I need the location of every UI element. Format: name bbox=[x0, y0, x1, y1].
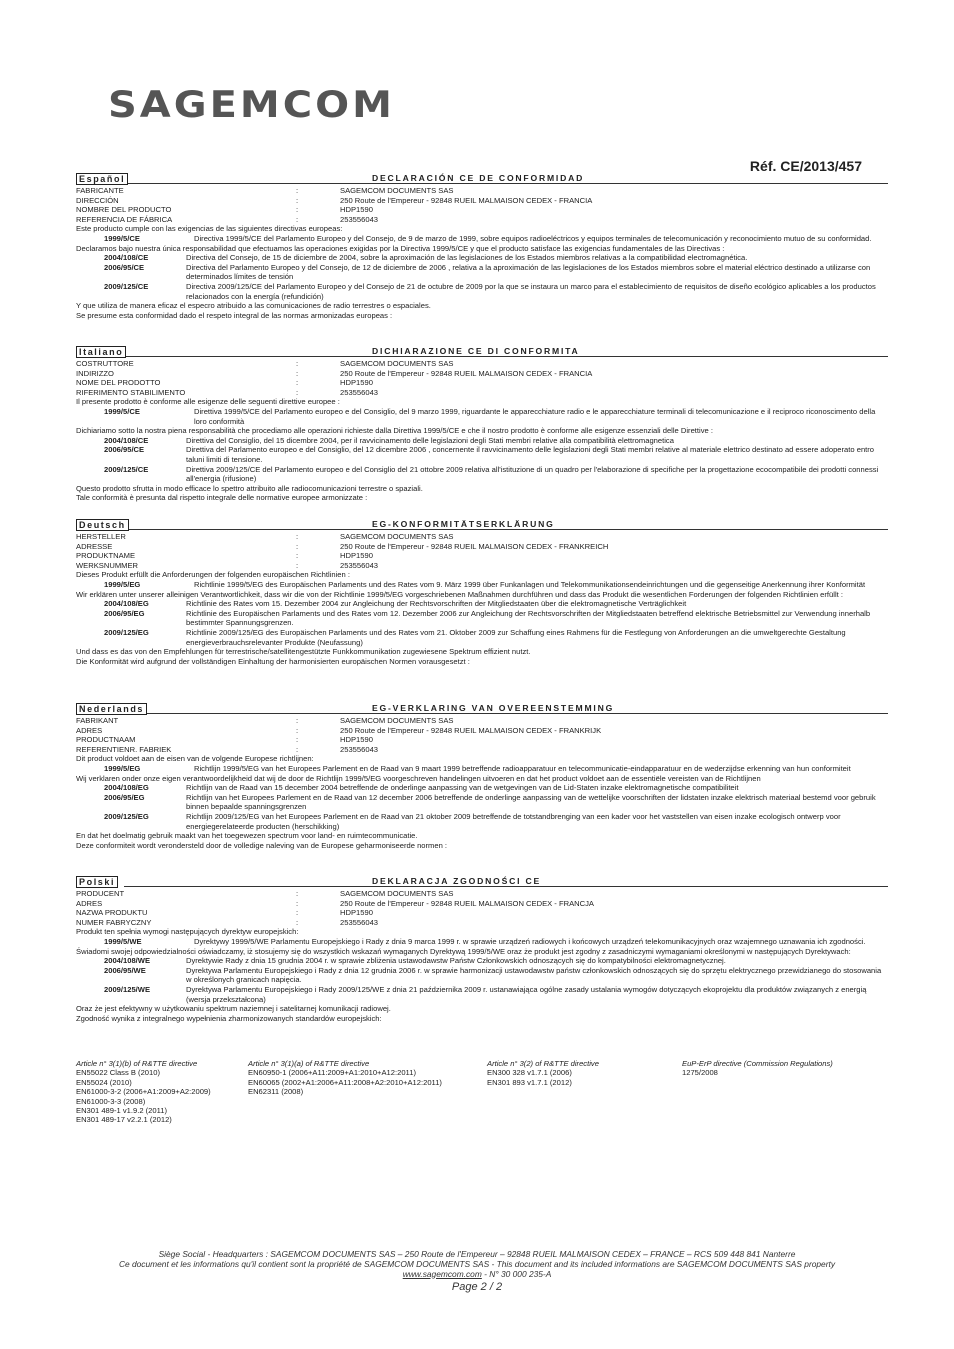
standards-column: Article n° 3(2) of R&TTE directive EN300 328 v1.7.1 (2006) EN301 893 v1.7.1 (2012) bbox=[487, 1059, 599, 1087]
directive-row: 2006/95/EG Richtlinie des Europäischen Parlaments und des Rates vom 12. Dezember 2006 zur Angleichung der Rechtsvorschriften der Mitgliedstaaten betreffend elektrische Betriebsmittel zur Verwendung innerhalb bestimmter Spannungsgrenzen. bbox=[104, 608, 871, 628]
section-title: DICHIARAZIONE CE DI CONFORMITA bbox=[372, 346, 580, 356]
footer bbox=[0, 1250, 954, 1294]
standards-column: Article n° 3(1)(b) of R&TTE directive EN55022 Class B (2010) EN55024 (2010) EN61000-3-2 (2006+A1:2009+A2:2009) EN61000-3-3 (2008) EN301 489-1 v1.9.2 (2011) EN301 489-17 v2.2.1 (2012) bbox=[76, 1059, 211, 1125]
document-reference: Réf. CE/2013/457 bbox=[749, 158, 862, 174]
directive-row: 2009/125/CE Directiva 2009/125/CE del Parlamento Europeo y del Consejo de 21 de octubre de 2009 por la que se instaura un marco para el establecimiento de requisitos de diseño ecológico aplicables a los productos relacionados con la energía (refundición) bbox=[104, 281, 876, 301]
directive-row: 2006/95/CE Directiva del Parlamento Europeo y del Consejo, de 12 de diciembre de 2006 , relativa a la aproximación de las legislaciones de los Estados miembros sobre el material eléctrico destinado a utilizarse con determinados límites de tensión bbox=[104, 262, 871, 282]
directive-row: 2009/125/EG Richtlijn 2009/125/EG van het Europees Parlement en de Raad van 21 oktober 2009 betreffende de totstandbrenging van een kader voor het vaststellen van eisen inzake ecologisch ontwerp voor energiegerelateerde producten (herschikking) bbox=[104, 811, 841, 831]
directive-row: 2009/125/CE Direttiva 2009/125/CE del Parlamento europeo e del Consiglio del 21 ottobre 2009 relativa all'istituzione di un quadro per l'elaborazione di specifiche per la progettazione ecocompatibile dei prodotti connessi all'energia (rifusione) bbox=[104, 464, 879, 484]
field-row: DIRECCIÓN : 250 Route de l'Empereur - 92848 RUEIL MALMAISON CEDEX - FRANCIA bbox=[76, 195, 593, 205]
standards-column: Article n° 3(1)(a) of R&TTE directive EN60950-1 (2006+A11:2009+A1:2010+A12:2011) EN60065 (2002+A1:2006+A11:2008+A2:2010+A12:2011) EN62311 (2008) bbox=[248, 1059, 442, 1097]
field-row: ADRES : 250 Route de l'Empereur - 92848 RUEIL MALMAISON CEDEX - FRANKRIJK bbox=[76, 725, 602, 735]
section-italiano bbox=[76, 346, 888, 503]
field-row: NUMER FABRYCZNY : 253556043 bbox=[76, 917, 379, 927]
directive-row: 2006/95/EG Richtlijn van het Europees Parlement en de Raad van 12 december 2006 betreffende de onderlinge aanpassing van de wettelijke voorschriften der lidstaten inzake elektrisch materiaal bestemd voor gebruik binnen bepaalde spanningsgrenzen bbox=[104, 792, 876, 812]
divider bbox=[124, 356, 888, 357]
intro-text: Wir erklären unter unserer alleinigen Verantwortlichkeit, dass wir die von der Richtlinie 1999/5/EG vorgeschriebenen Maßnahmen durchführen und dass das Produkt die wesentlichen Forderungen der folgenden Richtlinien erfüllt : bbox=[76, 589, 843, 599]
field-row: FABRIKANT : SAGEMCOM DOCUMENTS SAS bbox=[76, 716, 454, 725]
field-row: NOME DEL PRODOTTO : HDP1590 bbox=[76, 378, 373, 388]
directive-row: 2004/108/WE Dyrektywie Rady z dnia 15 grudnia 2004 r. w sprawie zbliżenia ustawodawstw Państw Członkowskich odnoszących się do kompatybilności elektromagnetycznej. bbox=[104, 956, 726, 966]
intro-text: Declaramos bajo nuestra única responsabilidad que efectuamos las operaciones exigidas por la Directiva 1999/5/CE y que el producto satisface las exigencias fundamentales de las Directivas : bbox=[76, 243, 725, 253]
directive-row: 2009/125/WE Dyrektywa Parlamentu Europejskiego i Rady 2009/125/WE z dnia 21 października 2009 r. ustanawiająca ogólne zasady ustalania wymogów dotyczących ekoprojektu dla produktów związanych z energią (wersja przekształcona) bbox=[104, 984, 867, 1004]
closing-text: Y que utiliza de manera eficaz el especro atribuido a las comunicaciones de radio terrestres o espaciales. bbox=[76, 301, 431, 311]
field-row: WERKSNUMMER : 253556043 bbox=[76, 560, 379, 570]
language-label: Deutsch bbox=[76, 519, 129, 531]
language-label: Español bbox=[76, 173, 128, 185]
footer-property-notice: Ce document et les informations qu'il contient sont la propriété de SAGEMCOM DOCUMENTS SAS - This document and its included informations are SAGEMCOM DOCUMENTS SAS property bbox=[118, 1258, 836, 1269]
directive-row: 2006/95/CE Direttiva del Parlamento europeo e del Consiglio, del 12 dicembre 2006 , concernente il ravvicinamento delle legislazioni degli Stati membri relative al materiale elettrico destinato ad essere adoperato entro taluni limiti di tensione. bbox=[104, 445, 875, 464]
field-row: NAZWA PRODUKTU : HDP1590 bbox=[76, 908, 373, 918]
field-row: HERSTELLER : SAGEMCOM DOCUMENTS SAS bbox=[76, 532, 454, 541]
directive-row: 1999/5/CE Directiva 1999/5/CE del Parlamento Europeo y del Consejo, de 9 de marzo de 1999, sobre equipos radioeléctricos y equipos terminales de telecomunicación y reconocimiento mutuo de su conformidad. bbox=[104, 233, 872, 243]
directive-row: 2004/108/CE Direttiva del Consiglio, del 15 dicembre 2004, per il ravvicinamento delle legislazioni degli Stati membri relative alla compatibilità elettromagnetica bbox=[104, 435, 674, 445]
section-espanol bbox=[76, 173, 888, 320]
divider bbox=[124, 713, 888, 714]
closing-text: Die Konformität wird aufgrund der vollständigen Einhaltung der harmonisierten europäischen Normen vorausgesetzt : bbox=[76, 656, 470, 666]
footer-headquarters: Siège Social - Headquarters : SAGEMCOM DOCUMENTS SAS – 250 Route de l'Empereur – 92848 RUEIL MALMAISON CEDEX – FRANCE – RCS 509 448 841 Nanterre bbox=[158, 1249, 796, 1259]
section-title: EG-VERKLARING VAN OVEREENSTEMMING bbox=[372, 703, 615, 713]
language-label: Nederlands bbox=[76, 703, 147, 715]
field-row: NOMBRE DEL PRODUCTO : HDP1590 bbox=[76, 205, 373, 215]
section-polski bbox=[76, 876, 888, 1023]
directive-row: 2006/95/WE Dyrektywa Parlamentu Europejskiego i Rady z dnia 12 grudnia 2006 r. w sprawie harmonizacji ustawodawstw państw członkowskich odnoszących się do sprzętu elektrycznego przewidzianego do stosowania w określonych granicach napięcia. bbox=[104, 965, 882, 985]
field-row: INDIRIZZO : 250 Route de l'Empereur - 92848 RUEIL MALMAISON CEDEX - FRANCIA bbox=[76, 368, 593, 378]
website-link[interactable]: www.sagemcom.com bbox=[402, 1268, 482, 1279]
section-nederlands bbox=[76, 703, 888, 850]
directive-row: 1999/5/WE Dyrektywy 1999/5/WE Parlamentu Europejskiego i Rady z dnia 9 marca 1999 r. w sprawie urządzeń radiowych i końcowych urządzeń telekomunikacyjnych oraz wzajemnego uznawania ich zgodności. bbox=[104, 936, 866, 946]
intro-text: Dichiariamo sotto la nostra piena responsabilità che procediamo alle operazioni richieste dalla Direttiva 1999/5/CE e che il nostro prodotto è conforme alle esigenze essenziali delle Direttive : bbox=[76, 426, 713, 436]
sagemcom-logo: SAGEMCOM bbox=[108, 84, 395, 127]
closing-text: Oraz że jest efektywny w użytkowaniu spektrum naziemnej i satelitarnej komunikacji radiowej. bbox=[76, 1004, 391, 1014]
directive-row: 1999/5/EG Richtlinie 1999/5/EG des Europäischen Parlaments und des Rates vom 9. März 1999 über Funkanlagen und Telekommunikationsendeinrichtungen und die gegenseitige Anerkennung ihrer Konformität bbox=[104, 579, 866, 589]
closing-text: Tale conformità è presunta dal rispetto integrale delle normative europee armonizzate : bbox=[76, 493, 368, 503]
directive-row: 1999/5/CE Direttiva 1999/5/CE del Parlamento europeo e del Consiglio, del 9 marzo 1999, riguardante le apparecchiature radio e le apparecchiature terminali di telecomunicazione e il reciproco riconoscimento della loro conformità bbox=[104, 406, 876, 426]
field-row: REFERENTIENR. FABRIEK : 253556043 bbox=[76, 744, 379, 754]
closing-text: Se presume esta conformidad dado el respeto integral de las normas armonizadas europeas : bbox=[76, 310, 393, 320]
field-row: RIFERIMENTO STABILIMENTO : 253556043 bbox=[76, 387, 379, 397]
language-label: Italiano bbox=[76, 346, 126, 358]
intro-text: Este producto cumple con las exigencias de las siguientes directivas europeas: bbox=[76, 224, 343, 234]
footer-contact: www.sagemcom.com - N° 30 000 235-A bbox=[402, 1268, 552, 1279]
field-row: PRODUCTNAAM : HDP1590 bbox=[76, 735, 373, 745]
divider bbox=[124, 886, 888, 887]
intro-text: Dieses Produkt erfüllt die Anforderungen der folgenden europäischen Richtlinien : bbox=[76, 570, 350, 580]
field-row: PRODUKTNAME : HDP1590 bbox=[76, 551, 373, 561]
standards-column: EuP-ErP directive (Commission Regulations) 1275/2008 bbox=[682, 1059, 833, 1078]
page-number: Page 2 / 2 bbox=[451, 1281, 503, 1294]
intro-text: Produkt ten spełnia wymogi następujących dyrektyw europejskich: bbox=[76, 927, 299, 937]
harmonized-standards bbox=[76, 1059, 888, 1125]
closing-text: Zgodność wynika z integralnego wypełnienia zharmonizowanych standardów europejskich: bbox=[76, 1013, 382, 1023]
directive-row: 2004/108/EG Richtlijn van de Raad van 15 december 2004 betreffende de onderlinge aanpassing van de wetgevingen van de Lid-Staten inzake elektromagnetische compatibiliteit bbox=[104, 783, 739, 793]
field-row: FABRICANTE : SAGEMCOM DOCUMENTS SAS bbox=[76, 186, 454, 195]
section-title: DEKLARACJA ZGODNOŚCI CE bbox=[372, 876, 542, 886]
directive-row: 2004/108/CE Directiva del Consejo, de 15 de diciembre de 2004, sobre la aproximación de las legislaciones de los Estados miembros relativas a la compatibilidad electromagnética. bbox=[104, 253, 748, 263]
section-title: DECLARACIÓN CE DE CONFORMIDAD bbox=[372, 173, 585, 183]
intro-text: Dit product voldoet aan de eisen van de volgende Europese richtlijnen: bbox=[76, 754, 314, 764]
intro-text: Il presente prodotto è conforme alle esigenze delle seguenti direttive europee : bbox=[76, 397, 340, 407]
closing-text: En dat het doelmatig gebruik maakt van het toegewezen spectrum voor land- en ruimtecommunicatie. bbox=[76, 831, 418, 841]
field-row: PRODUCENT : SAGEMCOM DOCUMENTS SAS bbox=[76, 889, 454, 898]
divider bbox=[124, 183, 888, 184]
section-deutsch bbox=[76, 519, 888, 666]
directive-row: 2004/108/EG Richtlinie des Rates vom 15. Dezember 2004 zur Angleichung der Rechtsvorschriften der Mitgliedstaaten über die elektromagnetische Verträglichkeit bbox=[104, 599, 687, 609]
intro-text: Wij verklaren onder onze eigen verantwoordelijkheid dat wij de door de Richtlijn 1999/5/EG voorgeschreven handelingen uitvoeren en dat het product voldoet aan de essentiële vereisten van de Richtlijnen bbox=[76, 773, 761, 783]
closing-text: Questo prodotto sfrutta in modo efficace lo spettro attribuito alle radiocomunicazioni terrestre o spaziali. bbox=[76, 483, 423, 493]
divider bbox=[124, 529, 888, 530]
section-title: EG-KONFORMITÄTSERKLÄRUNG bbox=[372, 519, 555, 529]
directive-row: 2009/125/EG Richtlinie 2009/125/EG des Europäischen Parlaments und des Rates vom 21. Oktober 2009 zur Schaffung eines Rahmens für die Festlegung von Anforderungen an die umweltgerechte Gestaltung energieverbrauchsrelevanter Produkte (Neufassung) bbox=[104, 627, 846, 647]
language-label: Polski bbox=[76, 876, 118, 888]
closing-text: Und dass es das von den Empfehlungen für terrestrische/satellitengestützte Funkkommunikation zugewiesene Spektrum effizient nutzt. bbox=[76, 647, 531, 657]
closing-text: Deze conformiteit wordt verondersteld door de volledige naleving van de Europese geharmoniseerde normen : bbox=[76, 840, 448, 850]
field-row: REFERENCIA DE FÁBRICA : 253556043 bbox=[76, 214, 379, 224]
directive-row: 1999/5/EG Richtlijn 1999/5/EG van het Europees Parlement en de Raad van 9 maart 1999 betreffende radioapparatuur en telecommunicatie-eindapparatuur en de wederzijdse erkenning van hun conformiteit bbox=[104, 763, 851, 773]
field-row: ADRESSE : 250 Route de l'Empereur - 92848 RUEIL MALMAISON CEDEX - FRANKREICH bbox=[76, 541, 609, 551]
intro-text: Świadomi swojej odpowiedzialności oświadczamy, iż stosujemy się do wszystkich wskazań wymaganych Dyrektywą 1999/5/WE oraz że produkt jest zgodny z zasadniczymi wymaganiami określonymi w następujących Dyrektywach: bbox=[76, 946, 851, 956]
field-row: COSTRUTTORE : SAGEMCOM DOCUMENTS SAS bbox=[76, 359, 454, 368]
field-row: ADRES : 250 Route de l'Empereur - 92848 RUEIL MALMAISON CEDEX - FRANCJA bbox=[76, 898, 594, 908]
